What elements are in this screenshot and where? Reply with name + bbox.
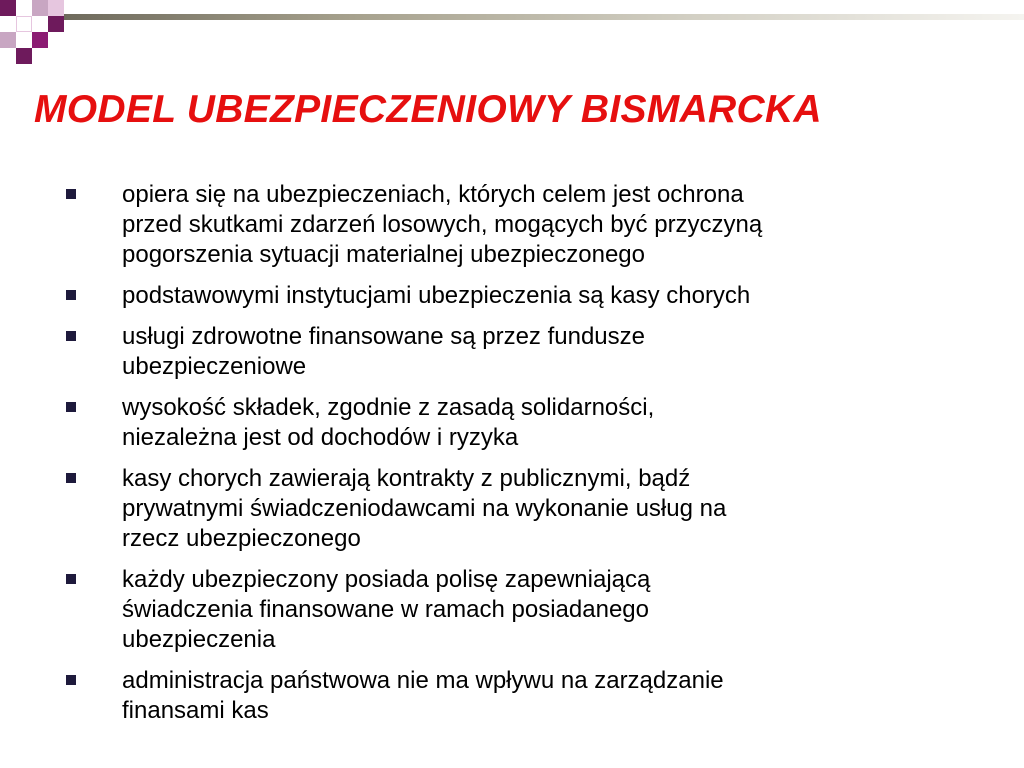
bullet-text-line: rzecz ubezpieczonego: [122, 525, 361, 552]
square-bullet-icon: [66, 473, 76, 483]
bullet-text-line: niezależna jest od dochodów i ryzyka: [122, 424, 519, 451]
bullet-list: [62, 180, 962, 737]
bullet-text-line: wysokość składek, zgodnie z zasadą solidarności,: [122, 394, 655, 421]
decor-square-icon: [48, 16, 64, 32]
decor-square-icon: [0, 0, 16, 16]
decor-square-icon: [16, 48, 32, 64]
bullet-item: [62, 393, 962, 453]
bullet-item: [62, 180, 962, 270]
bullet-item: [62, 281, 962, 311]
decor-square-icon: [32, 32, 48, 48]
decor-square-icon: [0, 32, 16, 48]
bullet-text-line: pogorszenia sytuacji materialnej ubezpieczonego: [122, 241, 645, 268]
square-bullet-icon: [66, 290, 76, 300]
square-bullet-icon: [66, 574, 76, 584]
bullet-text-line: prywatnymi świadczeniodawcami na wykonanie usług na: [122, 495, 727, 522]
decor-square-icon: [32, 0, 48, 16]
bullet-text-line: ubezpieczenia: [122, 626, 276, 653]
bullet-item: [62, 464, 962, 554]
bullet-text-line: opiera się na ubezpieczeniach, których celem jest ochrona: [122, 181, 744, 208]
square-bullet-icon: [66, 675, 76, 685]
bullet-text-line: finansami kas: [122, 697, 269, 724]
bullet-text-line: podstawowymi instytucjami ubezpieczenia są kasy chorych: [122, 282, 751, 309]
decor-square-icon: [16, 16, 32, 32]
bullet-text-line: każdy ubezpieczony posiada polisę zapewniającą: [122, 566, 651, 593]
bullet-item: [62, 322, 962, 382]
bullet-text-line: kasy chorych zawierają kontrakty z publicznymi, bądź: [122, 465, 691, 492]
bullet-text-line: usługi zdrowotne finansowane są przez fundusze: [122, 323, 645, 350]
decor-square-icon: [48, 0, 64, 16]
slide-title: MODEL UBEZPIECZENIOWY BISMARCKA: [34, 88, 822, 131]
bullet-text-line: świadczenia finansowane w ramach posiadanego: [122, 596, 649, 623]
square-bullet-icon: [66, 402, 76, 412]
bullet-text-line: ubezpieczeniowe: [122, 353, 307, 380]
square-bullet-icon: [66, 331, 76, 341]
bullet-item: [62, 666, 962, 726]
header-gradient-bar: [64, 14, 1024, 20]
bullet-item: [62, 565, 962, 655]
bullet-text-line: przed skutkami zdarzeń losowych, mogących być przyczyną: [122, 211, 763, 238]
bullet-text-line: administracja państwowa nie ma wpływu na zarządzanie: [122, 667, 724, 694]
square-bullet-icon: [66, 189, 76, 199]
